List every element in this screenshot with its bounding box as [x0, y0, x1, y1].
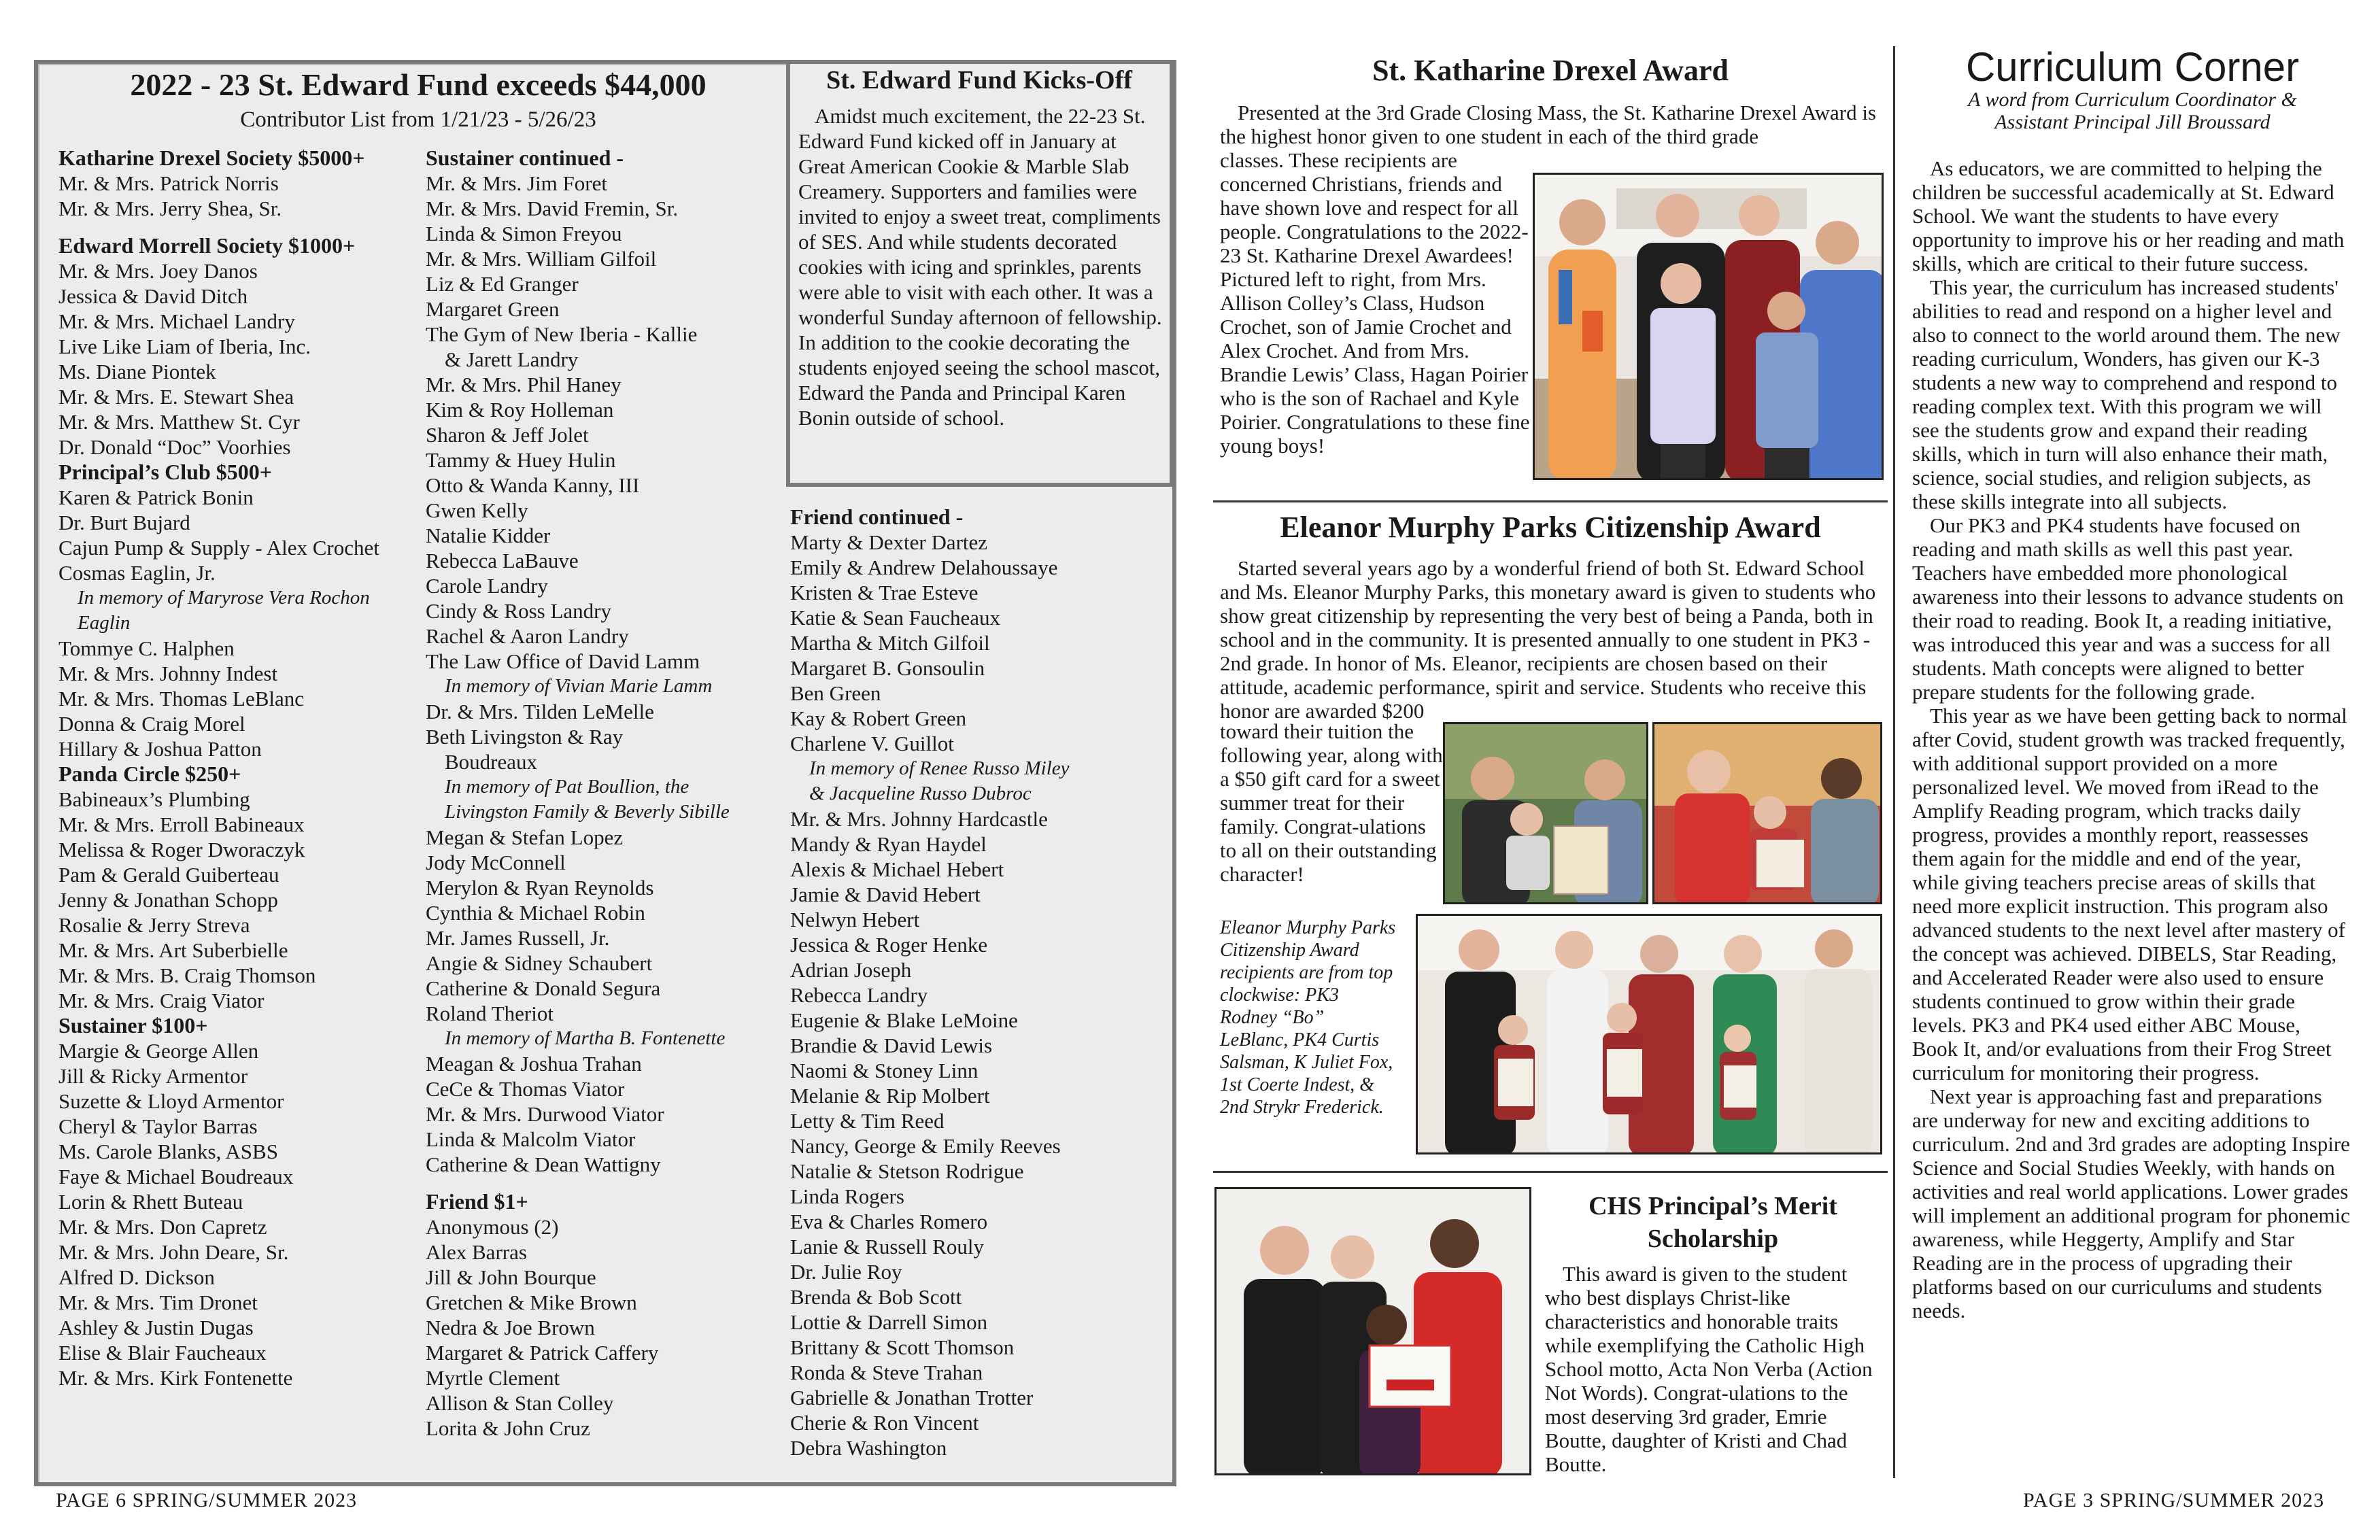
- contributor-name: Linda & Simon Freyou: [426, 222, 622, 245]
- parks-title: Eleanor Murphy Parks Citizenship Award: [1280, 511, 1821, 544]
- parks-body: toward their tuition the following year, along with a $50 gift card for a sweet summer treat for their family. Congrat-ulations to all on their outstanding character!: [1220, 719, 1443, 886]
- cc-paragraph: Our PK3 and PK4 students have focused on reading and math skills as well this past year. Teachers have embedded more phonological awareness into their lessons to advance students on their road to reading. Book It, a reading initiative, was introduced this year and was a success for all students. Math concepts were aligned to better prepare students for the following grade.: [1912, 513, 2344, 704]
- donor-tier-heading: Katharine Drexel Society $5000+: [58, 146, 365, 170]
- kickoff-title: St. Edward Fund Kicks-Off: [826, 66, 1132, 95]
- section-divider: [1213, 500, 1888, 502]
- contributor-name: Rebecca Landry: [790, 983, 928, 1007]
- donor-tier-heading: Sustainer $100+: [58, 1013, 208, 1038]
- contributor-name: Anonymous (2): [426, 1215, 559, 1239]
- chs-body: This award is given to the student who best displays Christ-like characteristics and honorable traits while exemplifying the Catholic High School motto, Acta Non Verba (Action Not Words). Congrat-ulations to the most deserving 3rd grader, Emrie Boutte, daughter of Kristi and Chad Boutte.: [1545, 1262, 1873, 1476]
- contributor-name: Kim & Roy Holleman: [426, 398, 614, 422]
- contributor-name: Brandie & David Lewis: [790, 1033, 993, 1057]
- contributor-column-2: [426, 146, 779, 1441]
- memorial-note: In memory of Vivian Marie Lamm: [445, 675, 713, 697]
- memorial-note: In memory of Martha B. Fontenette: [445, 1027, 726, 1049]
- curriculum-corner-byline-1: A word from Curriculum Coordinator &: [1968, 88, 2297, 111]
- contributor-name: Lorin & Rhett Buteau: [58, 1190, 243, 1214]
- contributor-name: Babineaux’s Plumbing: [58, 787, 250, 811]
- contributor-name: Mr. & Mrs. Johnny Indest: [58, 662, 278, 685]
- contributor-column-3: [790, 504, 1171, 1460]
- contributor-name: Jill & John Bourque: [426, 1265, 596, 1289]
- contributor-name: Melissa & Roger Dworaczyk: [58, 838, 305, 861]
- contributor-name: Debra Washington: [790, 1436, 947, 1460]
- contributor-name: Cindy & Ross Landry: [426, 599, 611, 623]
- contributor-name: Jamie & David Hebert: [790, 883, 981, 906]
- contributor-name: Kristen & Trae Esteve: [790, 581, 979, 604]
- contributor-name: Ms. Diane Piontek: [58, 360, 216, 383]
- contributor-name: Sharon & Jeff Jolet: [426, 423, 589, 447]
- contributor-name: Naomi & Stoney Linn: [790, 1059, 979, 1082]
- page-footer-right: PAGE 3 SPRING/SUMMER 2023: [2023, 1489, 2325, 1511]
- contributor-name: Mr. & Mrs. Johnny Hardcastle: [790, 807, 1048, 831]
- curriculum-corner-body: [1912, 156, 2350, 1322]
- contributor-name: Hillary & Joshua Patton: [58, 737, 262, 761]
- chs-photo: [1214, 1187, 1531, 1475]
- cc-paragraph: This year as we have been getting back to normal after Covid, student growth was tracked frequently, with additional support provided on a more personalized level. We moved from iRead to the Amplify Reading program, which tracks daily progress, provides a monthly report, reassesses them again for the middle and end of the year, while giving teachers precise areas of skills that need more explicit instruction. This program also advanced students to the next level after mastery of the concept was achieved. DIBELS, Star Reading, and Accelerated Reader were also used to ensure students continued to grow within their grade levels. PK3 and PK4 used either ABC Mouse, Book It, and/or evaluations from their Frog Street curriculum for monitoring their progress.: [1912, 704, 2347, 1084]
- donor-tier-heading: Principal’s Club $500+: [58, 460, 272, 484]
- donor-tier-heading: Panda Circle $250+: [58, 762, 241, 786]
- contributor-name: Rebecca LaBauve: [426, 549, 579, 572]
- contributor-name: Gabrielle & Jonathan Trotter: [790, 1386, 1034, 1409]
- contributor-name: Suzette & Lloyd Armentor: [58, 1089, 284, 1113]
- contributor-name: Mr. & Mrs. Art Suberbielle: [58, 938, 288, 962]
- cc-paragraph: As educators, we are committed to helping the children be successful academically at St. Edward School. We want the students to have every opportunity to improve his or her reading and math skills, which are critical to their future success.: [1912, 156, 2345, 275]
- contributor-name: Faye & Michael Boudreaux: [58, 1165, 294, 1188]
- contributor-name: Mandy & Ryan Haydel: [790, 832, 987, 856]
- contributor-name: Melanie & Rip Molbert: [790, 1084, 990, 1108]
- contributor-name: Marty & Dexter Dartez: [790, 530, 988, 554]
- contributor-name: Carole Landry: [426, 574, 548, 598]
- memorial-note: In memory of Pat Boullion, the: [445, 776, 690, 798]
- contributor-name: Mr. & Mrs. Erroll Babineaux: [58, 812, 305, 836]
- kickoff-body: Amidst much excitement, the 22-23 St. Edward Fund kicked off in January at Great American Cookie & Marble Slab Creamery. Supporters and families were invited to enjoy a sweet treat, compliments of SES. And while students decorated cookies with icing and sprinkles, parents were able to visit with each other. It was a wonderful Sunday afternoon of fellowship. In addition to the cookie decorating the students enjoyed seeing the school mascot, Edward the Panda and Principal Karen Bonin outside of school.: [798, 104, 1162, 430]
- contributor-name: Donna & Craig Morel: [58, 712, 245, 736]
- contributor-name: Katie & Sean Faucheaux: [790, 606, 1001, 630]
- contributor-name: Live Like Liam of Iberia, Inc.: [58, 335, 311, 358]
- contributor-name: Natalie Kidder: [426, 524, 551, 547]
- contributor-name: Jessica & Roger Henke: [790, 933, 988, 957]
- contributor-name-cont: Boudreaux: [445, 750, 538, 774]
- parks-photo-2: [1652, 722, 1882, 904]
- contributor-name: Brittany & Scott Thomson: [790, 1335, 1015, 1359]
- contributor-name: Rachel & Aaron Landry: [426, 624, 629, 648]
- contributor-name: Eugenie & Blake LeMoine: [790, 1008, 1018, 1032]
- parks-photo-caption: Eleanor Murphy Parks Citizenship Award recipients are from top clockwise: PK3 Rodney “Bo” LeBlanc, PK4 Curtis Salsman, K Juliet Fox, 1st Coerte Indest, & 2nd Strykr Frederick.: [1220, 917, 1396, 1118]
- contributor-name: Cheryl & Taylor Barras: [58, 1114, 258, 1138]
- contributor-name: Margaret B. Gonsoulin: [790, 656, 985, 680]
- fund-title: 2022 - 23 St. Edward Fund exceeds $44,000: [130, 67, 707, 102]
- contributor-name: Jenny & Jonathan Schopp: [58, 888, 278, 912]
- contributor-name: Beth Livingston & Ray: [426, 725, 624, 749]
- contributor-name: Elise & Blair Faucheaux: [58, 1341, 267, 1365]
- contributor-name: Ronda & Steve Trahan: [790, 1361, 983, 1384]
- contributor-name: Catherine & Donald Segura: [426, 976, 661, 1000]
- contributor-name: Allison & Stan Colley: [426, 1391, 614, 1415]
- contributor-name: Ben Green: [790, 681, 881, 705]
- chs-photo-image: [1217, 1189, 1531, 1475]
- drexel-photo-image: [1535, 175, 1884, 480]
- contributor-name: Linda & Malcolm Viator: [426, 1127, 636, 1151]
- donor-tier-heading: Friend $1+: [426, 1189, 528, 1214]
- contributor-name: Margaret Green: [426, 297, 560, 321]
- contributor-name: Linda Rogers: [790, 1184, 904, 1208]
- contributor-name: Alfred D. Dickson: [58, 1265, 215, 1289]
- contributor-name: Mr. & Mrs. Durwood Viator: [426, 1102, 664, 1126]
- contributor-name: Mr. & Mrs. Joey Danos: [58, 259, 258, 283]
- contributor-name: Cynthia & Michael Robin: [426, 901, 645, 925]
- contributor-name: Mr. & Mrs. Phil Haney: [426, 373, 622, 396]
- contributor-name: Dr. & Mrs. Tilden LeMelle: [426, 700, 654, 723]
- memorial-note: In memory of Maryrose Vera Rochon: [78, 587, 370, 609]
- list-spacer: [426, 1177, 779, 1189]
- drexel-title: St. Katharine Drexel Award: [1372, 54, 1729, 87]
- contributor-name: Mr. & Mrs. Jim Foret: [426, 171, 607, 195]
- contributor-name: Eva & Charles Romero: [790, 1210, 988, 1233]
- contributor-name: Charlene V. Guillot: [790, 732, 954, 755]
- contributor-name: Otto & Wanda Kanny, III: [426, 473, 640, 497]
- contributor-name: Tommye C. Halphen: [58, 636, 235, 660]
- drexel-intro: Presented at the 3rd Grade Closing Mass, the St. Katharine Drexel Award is the highest honor given to one student in each of the third grade: [1220, 101, 1876, 148]
- contributor-name: Mr. & Mrs. Craig Viator: [58, 989, 265, 1012]
- column-divider: [1893, 46, 1895, 1478]
- contributor-name: Gwen Kelly: [426, 498, 528, 522]
- contributor-name: Catherine & Dean Wattigny: [426, 1152, 661, 1176]
- curriculum-corner-byline-2: Assistant Principal Jill Broussard: [1994, 111, 2271, 133]
- contributor-name: Lorita & John Cruz: [426, 1416, 590, 1440]
- contributor-name: Nedra & Joe Brown: [426, 1316, 595, 1339]
- contributor-name: Cosmas Eaglin, Jr.: [58, 561, 216, 585]
- contributor-name: Emily & Andrew Delahoussaye: [790, 555, 1058, 579]
- drexel-photo: [1533, 173, 1884, 480]
- memorial-note: Livingston Family & Beverly Sibille: [445, 801, 730, 823]
- section-divider-2: [1213, 1171, 1888, 1173]
- cc-paragraph: Next year is approaching fast and preparations are underway for new and exciting additions to curriculum. 2nd and 3rd grades are adopting Inspire Science and Social Studies Weekly, with hands on activities and real world applications. Lower grades will implement an additional program for phonemic awareness, while Heggerty, Amplify and Star Reading are in the process of upgrading their platforms based on our curriculums and students needs.: [1912, 1084, 2350, 1322]
- contributor-name-cont: & Jarett Landry: [445, 347, 579, 371]
- contributor-name: Mr. & Mrs. Jerry Shea, Sr.: [58, 196, 282, 220]
- contributor-name: Kay & Robert Green: [790, 706, 967, 730]
- parks-photo-1-image: [1445, 724, 1648, 904]
- memorial-note: In memory of Renee Russo Miley: [809, 757, 1070, 779]
- parks-photo-1: [1443, 722, 1648, 904]
- contributor-name: Mr. & Mrs. Don Capretz: [58, 1215, 267, 1239]
- contributor-name: Roland Theriot: [426, 1002, 554, 1025]
- contributor-name: Tammy & Huey Hulin: [426, 448, 616, 472]
- contributor-name: Rosalie & Jerry Streva: [58, 913, 250, 937]
- contributor-name: Alex Barras: [426, 1240, 527, 1264]
- drexel-body: classes. These recipients are concerned Christians, friends and have shown love and respect for all people. Congratulations to the 2022-23 St. Katharine Drexel Awardees! Pictured left to right, from Mrs. Allison Colley’s Class, Hudson Crochet, son of Jamie Crochet and Alex Crochet. And from Mrs. Brandie Lewis’ Class, Hagan Poirier who is the son of Rachael and Kyle Poirier. Congratulations to these fine young boys!: [1220, 148, 1530, 458]
- contributor-name: Mr. & Mrs. John Deare, Sr.: [58, 1240, 289, 1264]
- contributor-name: Mr. & Mrs. David Fremin, Sr.: [426, 196, 679, 220]
- donor-tier-heading: Sustainer continued -: [426, 146, 624, 170]
- contributor-name: Lanie & Russell Rouly: [790, 1235, 985, 1259]
- parks-photo-3-image: [1418, 916, 1882, 1154]
- memorial-note: Eaglin: [78, 612, 131, 634]
- contributor-name: Angie & Sidney Schaubert: [426, 951, 653, 975]
- contributor-name: The Gym of New Iberia - Kallie: [426, 322, 698, 346]
- contributor-name: Megan & Stefan Lopez: [426, 825, 624, 849]
- curriculum-corner-title: Curriculum Corner: [1965, 44, 2300, 90]
- contributor-name: Ms. Carole Blanks, ASBS: [58, 1140, 278, 1163]
- contributor-name: Dr. Julie Roy: [790, 1260, 902, 1284]
- contributor-name: Mr. & Mrs. Michael Landry: [58, 309, 295, 333]
- contributor-name: Cajun Pump & Supply - Alex Crochet: [58, 536, 379, 560]
- contributor-name: Myrtle Clement: [426, 1366, 560, 1390]
- contributor-name: Mr. & Mrs. Thomas LeBlanc: [58, 687, 305, 711]
- contributor-name: Ashley & Justin Dugas: [58, 1316, 254, 1339]
- contributor-name: Margaret & Patrick Caffery: [426, 1341, 659, 1365]
- parks-photo-2-image: [1654, 724, 1882, 904]
- contributor-name: Alexis & Michael Hebert: [790, 857, 1004, 881]
- contributor-name: Meagan & Joshua Trahan: [426, 1052, 642, 1076]
- contributor-name: Pam & Gerald Guiberteau: [58, 863, 279, 887]
- contributor-name: Mr. James Russell, Jr.: [426, 926, 610, 950]
- contributor-name: Mr. & Mrs. William Gilfoil: [426, 247, 657, 271]
- contributor-name: Letty & Tim Reed: [790, 1109, 945, 1133]
- contributor-name: Gretchen & Mike Brown: [426, 1290, 637, 1314]
- parks-intro: Started several years ago by a wonderful friend of both St. Edward School and Ms. Eleanor Murphy Parks, this monetary award is given to students who show great citizenship by representing the very best of being a Panda, both in school and in the community. It is presented annually to one student in PK3 - 2nd grade. In honor of Ms. Eleanor, recipients are chosen based on their attitude, academic performance, spirit and service. Students who receive this honor are awarded $200: [1220, 556, 1876, 723]
- contributor-name: Nancy, George & Emily Reeves: [790, 1134, 1061, 1158]
- memorial-note: & Jacqueline Russo Dubroc: [809, 783, 1032, 804]
- contributor-name: Mr. & Mrs. Kirk Fontenette: [58, 1366, 293, 1390]
- contributor-column-1: [58, 146, 426, 1390]
- contributor-name: Mr. & Mrs. E. Stewart Shea: [58, 385, 294, 409]
- contributor-name: Dr. Donald “Doc” Voorhies: [58, 435, 291, 459]
- contributor-name: Natalie & Stetson Rodrigue: [790, 1159, 1024, 1183]
- contributor-name: Karen & Patrick Bonin: [58, 485, 254, 509]
- contributor-name: The Law Office of David Lamm: [426, 649, 700, 673]
- donor-tier-heading: Friend continued -: [790, 504, 964, 529]
- chs-title: CHS Principal’s Merit Scholarship: [1588, 1192, 1837, 1253]
- contributor-name: Brenda & Bob Scott: [790, 1285, 962, 1309]
- contributor-name: Nelwyn Hebert: [790, 908, 920, 931]
- page-footer-left: PAGE 6 SPRING/SUMMER 2023: [56, 1489, 358, 1511]
- donor-tier-heading: Edward Morrell Society $1000+: [58, 233, 356, 258]
- contributor-name: Martha & Mitch Gilfoil: [790, 631, 990, 655]
- fund-subtitle: Contributor List from 1/21/23 - 5/26/23: [240, 107, 596, 132]
- contributor-name: Cherie & Ron Vincent: [790, 1411, 979, 1435]
- contributor-name: Merylon & Ryan Reynolds: [426, 876, 654, 900]
- contributor-name: Jody McConnell: [426, 851, 566, 874]
- list-spacer: [58, 221, 426, 233]
- contributor-name: CeCe & Thomas Viator: [426, 1077, 625, 1101]
- contributor-name: Mr. & Mrs. Patrick Norris: [58, 171, 279, 195]
- contributor-name: Dr. Burt Bujard: [58, 511, 190, 534]
- contributor-name: Liz & Ed Granger: [426, 272, 579, 296]
- cc-paragraph: This year, the curriculum has increased students' abilities to read and respond on a higher level and also to connect to the world around them. The new reading curriculum, Wonders, has given our K-3 students a new way to comprehend and respond to reading complex text. With this program we will see the students grow and expand their reading skills, which in turn will also enhance their math, science, social studies, and religion subjects, as these skills integrate into all subjects.: [1912, 275, 2341, 513]
- contributor-name: Lottie & Darrell Simon: [790, 1310, 988, 1334]
- contributor-name: Mr. & Mrs. Tim Dronet: [58, 1290, 258, 1314]
- contributor-name: Mr. & Mrs. Matthew St. Cyr: [58, 410, 300, 434]
- contributor-name: Margie & George Allen: [58, 1039, 259, 1063]
- contributor-name: Jill & Ricky Armentor: [58, 1064, 248, 1088]
- contributor-name: Mr. & Mrs. B. Craig Thomson: [58, 963, 316, 987]
- contributor-name: Jessica & David Ditch: [58, 284, 248, 308]
- contributor-name: Adrian Joseph: [790, 958, 912, 982]
- parks-photo-3: [1416, 914, 1882, 1154]
